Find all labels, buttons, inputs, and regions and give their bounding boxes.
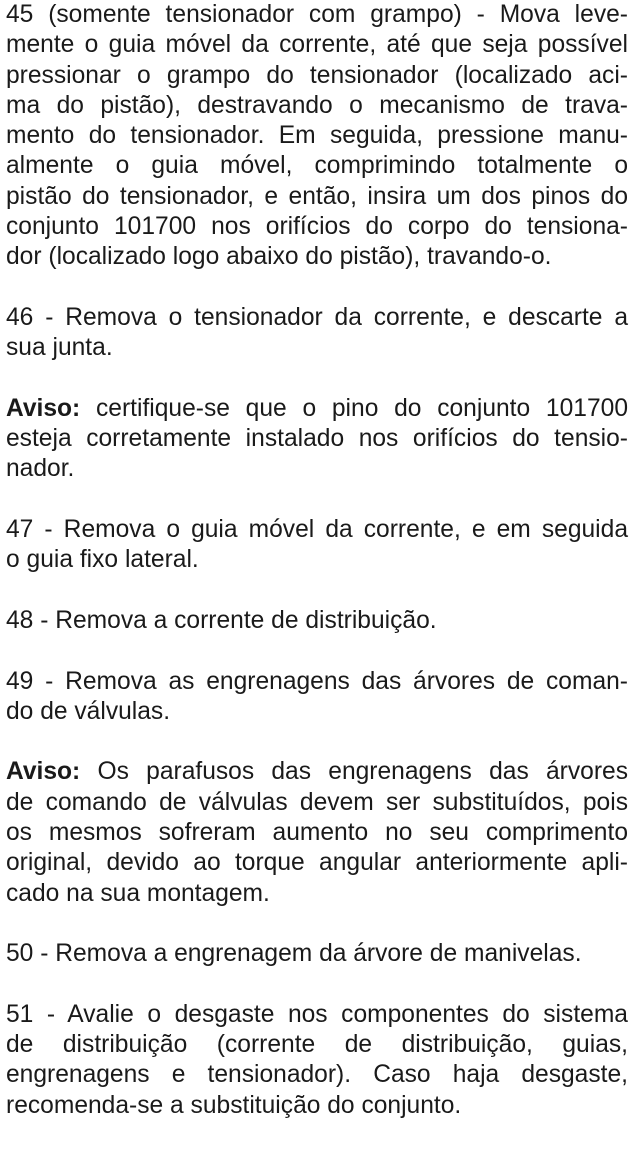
step-45-line-8: conjunto 101700 nos orifícios do corpo do tensiona-: [6, 213, 628, 241]
step-51-line-4: recomenda-se a substituição do conjunto.: [6, 1091, 462, 1119]
step-51-line-1: 51 - Avalie o desgaste nos componentes do sistema: [6, 1000, 628, 1028]
warning-2-line-4: original, devido ao torque angular anteriormente apli-: [6, 849, 628, 877]
step-45-line-7: pistão do tensionador, e então, insira um dos pinos do: [6, 182, 628, 210]
warning-2-line-3: os mesmos sofreram aumento no seu comprimento: [6, 819, 628, 847]
step-51-line-3: engrenagens e tensionador). Caso haja desgaste,: [6, 1061, 628, 1089]
step-49-paragraph: [6, 667, 628, 728]
step-47-line-1: 47 - Remova o guia móvel da corrente, e em seguida: [6, 516, 628, 544]
warning-2-line-5: cado na sua montagem.: [6, 879, 270, 907]
step-45-line-2: mente o guia móvel da corrente, até que seja possível: [6, 31, 628, 59]
step-48-line-1: 48 - Remova a corrente de distribuição.: [6, 606, 437, 634]
warning-1-line-1-text: certifique-se que o pino do conjunto 101700: [80, 394, 628, 422]
step-45-line-1: 45 (somente tensionador com grampo) - Mova leve-: [6, 1, 628, 28]
step-51-line-2: de distribuição (corrente de distribuição, guias,: [6, 1031, 628, 1059]
step-51-paragraph: [6, 1000, 628, 1121]
step-45-line-3: pressionar o grampo do tensionador (localizado aci-: [6, 61, 628, 89]
step-45-paragraph: [6, 0, 628, 273]
step-45-line-4: ma do pistão), destravando o mecanismo de trava-: [6, 91, 628, 119]
warning-1-line-2: esteja corretamente instalado nos orifícios do tensio-: [6, 425, 628, 453]
step-50-line-1: 50 - Remova a engrenagem da árvore de manivelas.: [6, 940, 582, 968]
step-46-line-1: 46 - Remova o tensionador da corrente, e descarte a: [6, 303, 628, 331]
warning-paragraph-2: [6, 757, 628, 908]
step-49-line-1: 49 - Remova as engrenagens das árvores de coman-: [6, 667, 628, 695]
step-45-line-5: mento do tensionador. Em seguida, pressione manu-: [6, 122, 628, 150]
step-48-paragraph: [6, 606, 628, 636]
step-45-line-9: dor (localizado logo abaixo do pistão), travando-o.: [6, 243, 552, 271]
document-page: [6, 0, 628, 1151]
step-47-line-2: o guia fixo lateral.: [6, 546, 199, 574]
warning-1-label: Aviso:: [6, 394, 81, 422]
step-47-paragraph: [6, 515, 628, 576]
warning-2-label: Aviso:: [6, 758, 81, 786]
step-50-paragraph: [6, 939, 628, 969]
warning-1-line-1: [6, 394, 628, 424]
step-46-paragraph: [6, 303, 628, 364]
step-46-line-2: sua junta.: [6, 334, 113, 362]
warning-2-line-1: [6, 757, 628, 787]
warning-2-line-2: de comando de válvulas devem ser substituídos, pois: [6, 788, 628, 816]
step-45-line-6: almente o guia móvel, comprimindo totalmente o: [6, 152, 628, 180]
warning-2-line-1-text: Os parafusos das engrenagens das árvores: [80, 758, 628, 786]
warning-1-line-3: nador.: [6, 455, 75, 483]
warning-paragraph-1: [6, 394, 628, 485]
step-49-line-2: do de válvulas.: [6, 697, 171, 725]
